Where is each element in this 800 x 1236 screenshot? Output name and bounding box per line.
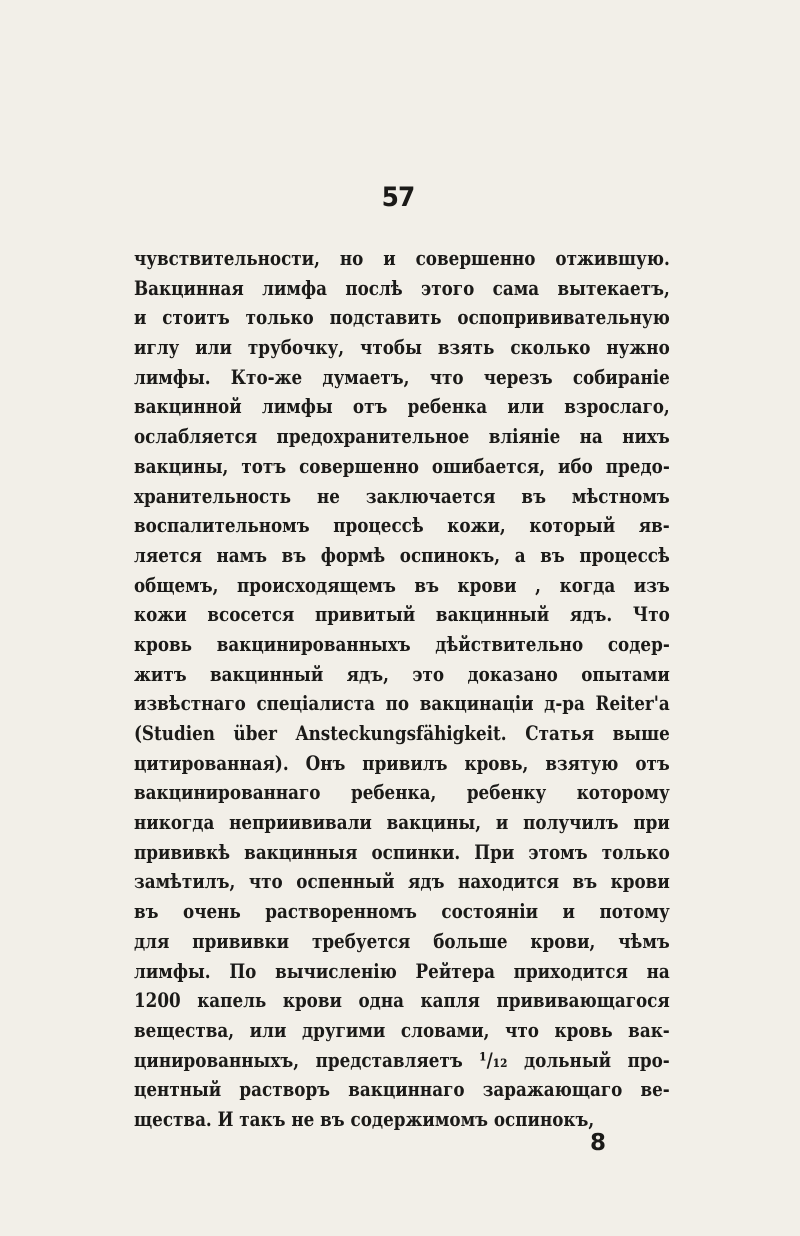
text-line: (Studien über Ansteckungsfähigkeit. Статья выше xyxy=(134,722,670,745)
text-line: воспалительномъ процессѣ кожи, который яв- xyxy=(134,514,670,538)
text-line: хранительность не заключается въ мѣстномъ xyxy=(134,484,670,508)
text-line: иглу или трубочку, чтобы взять сколько нужно xyxy=(134,336,670,360)
text-line: щества. И такъ не въ содержимомъ оспинокъ, xyxy=(134,1107,595,1131)
signature-mark: 8 xyxy=(590,1130,607,1156)
text-line: вакцинной лимфы отъ ребенка или взрослаго, xyxy=(134,395,670,419)
text-line: ослабляется предохранительное вліяніе на нихъ xyxy=(134,425,670,449)
text-line: для прививки требуется больше крови, чѣмъ xyxy=(134,929,670,953)
body-text xyxy=(134,244,670,1135)
text-line: центный растворъ вакциннаго заражающаго ве- xyxy=(134,1078,670,1102)
text-line: Вакцинная лимфа послѣ этого сама вытекаетъ, xyxy=(134,276,670,300)
text-line: кожи всосется привитый вакцинный ядъ. Что xyxy=(134,603,670,627)
text-line: замѣтилъ, что оспенный ядъ находится въ крови xyxy=(134,870,670,894)
text-line: вакцины, тотъ совершенно ошибается, ибо предо- xyxy=(134,454,670,478)
page-number: 57 xyxy=(381,182,415,213)
text-line: житъ вакцинный ядъ, это доказано опытами xyxy=(134,662,670,686)
text-line: извѣстнаго спеціалиста по вакцинаціи д-ра Reiter'a xyxy=(134,692,670,716)
text-line: никогда неприививали вакцины, и получилъ при xyxy=(134,811,670,835)
text-line: лимфы. По вычисленію Рейтера приходится на xyxy=(134,959,670,983)
text-line: кровь вакцинированныхъ дѣйствительно содер- xyxy=(134,632,670,656)
text-line: цитированная). Онъ привилъ кровь, взятую отъ xyxy=(134,751,670,775)
text-line: цинированныхъ, представляетъ ¹/₁₂ дольный про- xyxy=(134,1048,670,1072)
text-line: 1200 капель крови одна капля прививающагося xyxy=(134,989,670,1013)
text-line: вакцинированнаго ребенка, ребенку которому xyxy=(134,781,670,805)
text-line: прививкѣ вакцинныя оспинки. При этомъ только xyxy=(134,840,670,864)
text-line: лимфы. Кто-же думаетъ, что черезъ собираніе xyxy=(134,365,670,389)
text-line: и стоитъ только подставить оспопрививательную xyxy=(134,306,670,330)
text-line: ляется намъ въ формѣ оспинокъ, а въ процессѣ xyxy=(134,543,670,567)
text-line: общемъ, происходящемъ въ крови , когда изъ xyxy=(134,573,670,597)
text-line: вещества, или другими словами, что кровь вак- xyxy=(134,1018,670,1042)
text-line: чувствительности, но и совершенно отжившую. xyxy=(134,247,670,270)
text-line: въ очень растворенномъ состояніи и потому xyxy=(134,900,670,924)
